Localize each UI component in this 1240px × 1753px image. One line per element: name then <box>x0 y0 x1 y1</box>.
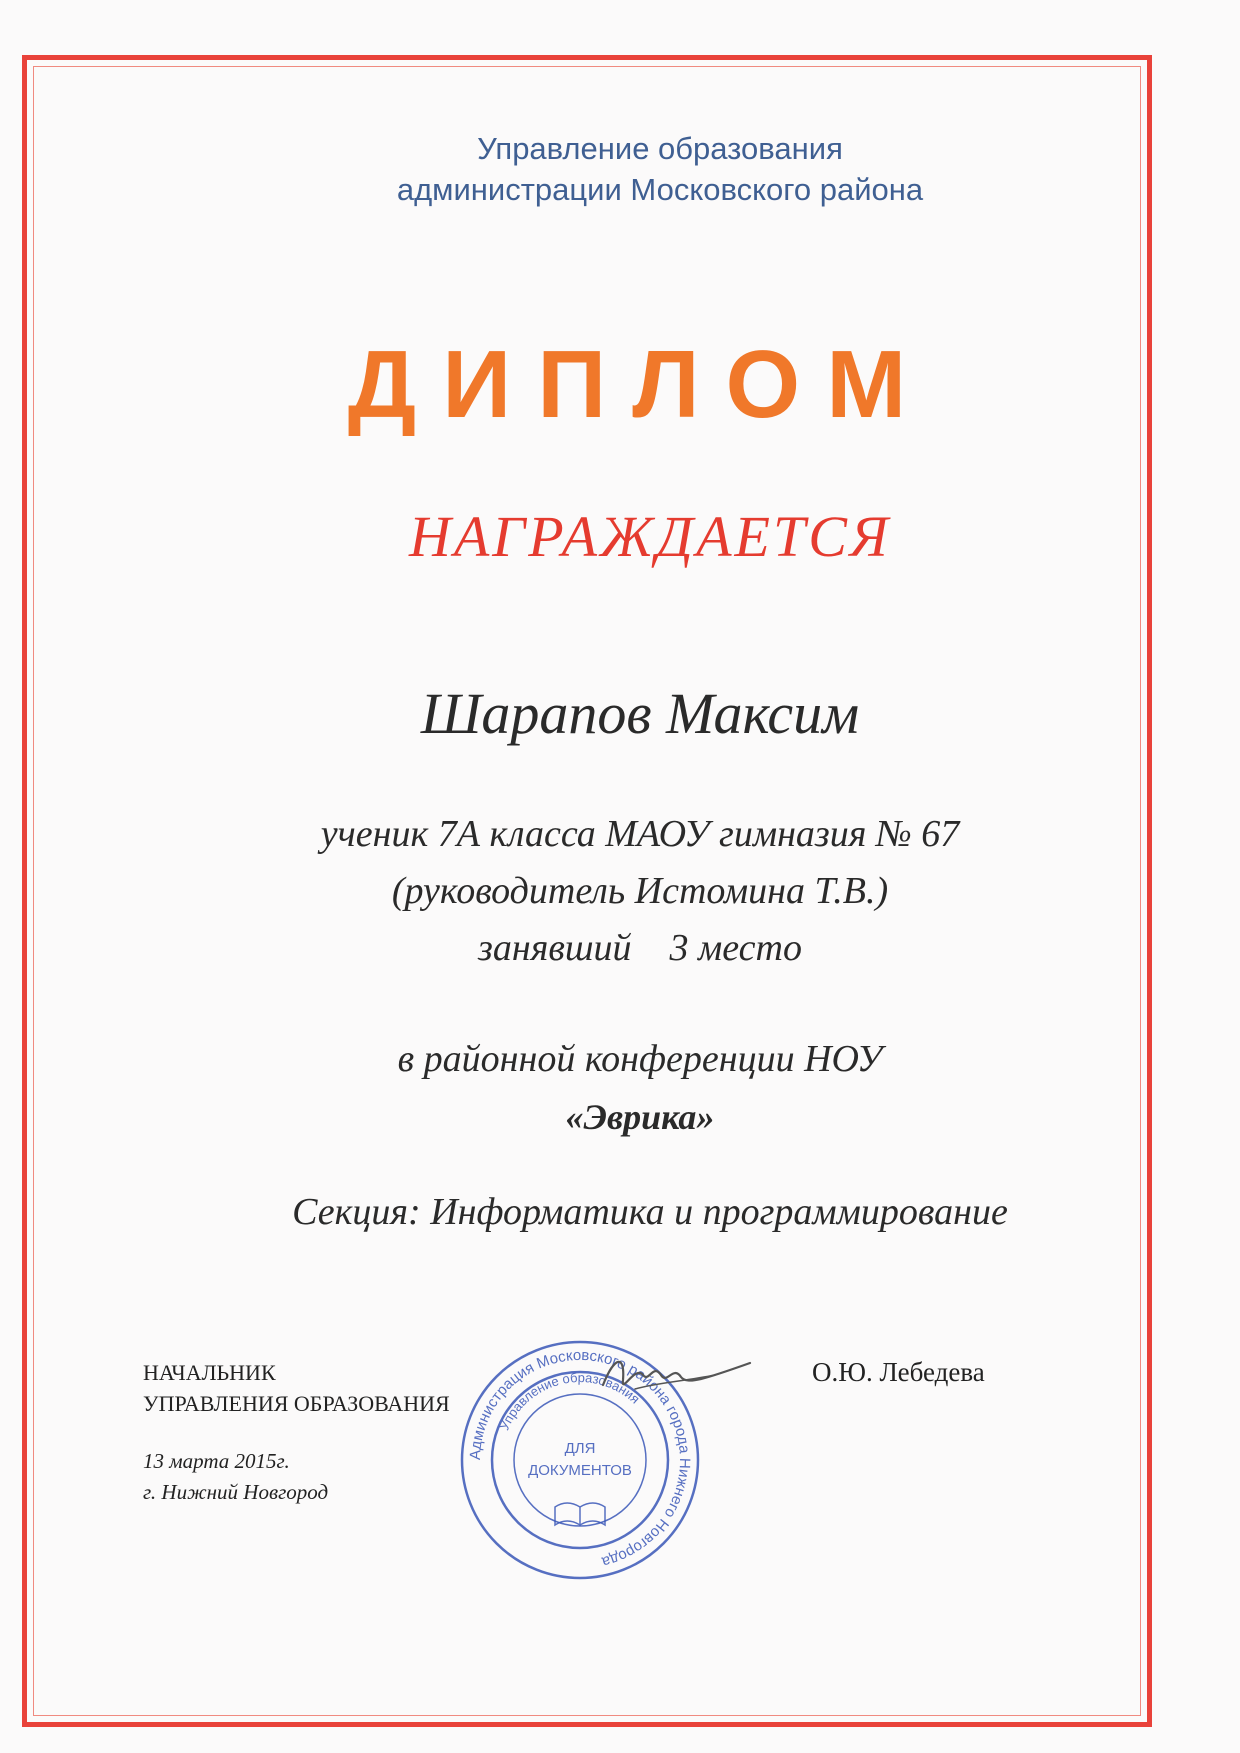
student-class-line: ученик 7А класса МАОУ гимназия № 67 <box>320 813 960 855</box>
recipient-details <box>20 806 1240 977</box>
signer-name: О.Ю. Лебедева <box>812 1357 985 1387</box>
stamp-center-line-1: ДЛЯ <box>564 1440 596 1457</box>
conference-block <box>20 1030 1240 1146</box>
place-line: занявший 3 место <box>478 927 802 969</box>
chief-title-line-2: УПРАВЛЕНИЯ ОБРАЗОВАНИЯ <box>143 1391 450 1416</box>
section-line: Секция: Информатика и программирование <box>292 1191 1008 1233</box>
stamp-center-line-2: ДОКУМЕНТОВ <box>528 1462 632 1479</box>
stamp-ring-text: Администрация Московского района города Нижнего Новгорода <box>466 1346 694 1571</box>
awarded-heading: НАГРАЖДАЕТСЯ <box>408 504 892 569</box>
chief-title-line-1: НАЧАЛЬНИК <box>143 1360 276 1385</box>
handwritten-signature <box>595 1345 755 1405</box>
issuer-line-1: Управление образования <box>477 131 843 166</box>
issue-date: 13 марта 2015г. <box>143 1449 290 1473</box>
conference-line: в районной конференции НОУ <box>397 1038 883 1080</box>
supervisor-line: (руководитель Истомина Т.В.) <box>391 870 889 912</box>
issue-city: г. Нижний Новгород <box>143 1480 329 1504</box>
stamp-inner-ring-text: Управление образования <box>496 1369 643 1433</box>
chief-title <box>143 1357 450 1419</box>
recipient-name: Шарапов Максим <box>420 681 860 746</box>
conference-name: «Эврика» <box>565 1097 715 1137</box>
date-place <box>143 1446 328 1508</box>
issuer-organization <box>40 128 1240 210</box>
issuer-line-2: администрации Московского района <box>396 172 924 207</box>
diploma-title: ДИПЛОМ <box>347 331 933 438</box>
book-icon <box>555 1503 605 1525</box>
